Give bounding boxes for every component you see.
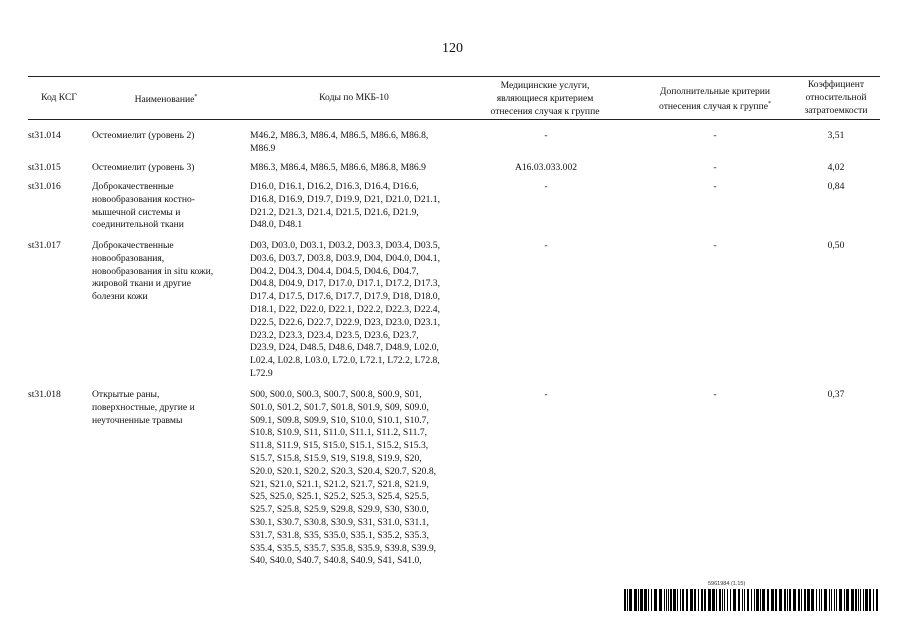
cell-code: st31.016 — [28, 181, 61, 192]
cell-criteria: - — [713, 130, 717, 141]
cell-icd-line: D17.4, D17.5, D17.6, D17.7, D17.9, D18, D18.0, — [250, 291, 441, 303]
cell-coef: 0,84 — [827, 181, 845, 192]
cell-name-line: жировой ткани и другие — [92, 278, 191, 290]
cell-icd-line: S40, S40.0, S40.7, S40.8, S40.9, S41, S41.0, — [250, 555, 422, 567]
cell-icd-line: D23.9, D24, D48.5, D48.6, D48.7, D48.9, L02.0, — [250, 342, 439, 354]
header-coef: Коэффициент относительной затратоемкости — [804, 79, 868, 116]
header-services: Медицинские услуги, являющиеся критерием отнесения случая к группе — [490, 80, 600, 117]
cell-icd — [250, 162, 462, 175]
cell-icd-line: S21, S21.0, S21.1, S21.2, S21.7, S21.8, S21.9, — [250, 478, 429, 490]
cell-icd-line: D48.0, D48.1 — [250, 219, 303, 231]
cell-name-line: поверхностные, другие и — [92, 401, 195, 413]
cell-icd-line: L72.9 — [250, 367, 273, 379]
cell-icd-line: S20.0, S20.1, S20.2, S20.3, S20.4, S20.7, S20.8, — [250, 465, 437, 477]
cell-icd-line: S09.1, S09.8, S09.9, S10, S10.0, S10.1, S10.7, — [250, 414, 429, 426]
cell-icd-line: D23.2, D23.3, D23.4, D23.5, D23.6, D23.7, — [250, 329, 419, 341]
cell-icd-line: D21.2, D21.3, D21.4, D21.5, D21.6, D21.9, — [250, 206, 419, 218]
cell-code: st31.014 — [28, 130, 61, 141]
cell-name-line: соединительной ткани — [92, 219, 184, 231]
cell-coef: 4,02 — [827, 162, 845, 173]
cell-icd-line: D04.2, D04.3, D04.4, D04.5, D04.6, D04.7, — [250, 265, 419, 277]
cell-icd-line: D22.5, D22.6, D22.7, D22.9, D23, D23.0, D23.1, — [250, 316, 441, 328]
cell-services: A16.03.033.002 — [514, 162, 578, 173]
cell-name — [92, 389, 242, 427]
cell-name-line: Открытые раны, — [92, 389, 160, 400]
cell-icd — [250, 240, 462, 381]
cell-icd-line: M46.2, M86.3, M86.4, M86.5, M86.6, M86.8, — [250, 130, 429, 141]
cell-name-line: Остеомиелит (уровень 3) — [92, 162, 195, 173]
cell-code: st31.017 — [28, 240, 61, 251]
cell-name-line: новообразования, — [92, 252, 165, 264]
cell-name — [92, 181, 242, 232]
cell-icd-line: S15.7, S15.8, S15.9, S19, S19.8, S19.9, S20, — [250, 452, 422, 464]
cell-icd-line: S31.7, S31.8, S35, S35.0, S35.1, S35.2, S35.3, — [250, 529, 429, 541]
cell-icd-line: D03, D03.0, D03.1, D03.2, D03.3, D03.4, D03.5, — [250, 240, 441, 251]
cell-name-line: Доброкачественные — [92, 181, 174, 192]
cell-criteria: - — [713, 240, 717, 251]
cell-icd-line: S00, S00.0, S00.3, S00.7, S00.8, S00.9, S01, — [250, 389, 422, 400]
cell-name — [92, 130, 242, 143]
cell-name-line: новообразования in situ кожи, — [92, 265, 214, 277]
cell-icd-line: S10.8, S10.9, S11, S11.0, S11.1, S11.2, S11.7, — [250, 427, 428, 439]
cell-icd-line: S35.4, S35.5, S35.7, S35.8, S35.9, S39.8, S39.9, — [250, 542, 437, 554]
header-code: Код КСГ — [41, 92, 77, 103]
cell-name-line: мышечной системы и — [92, 206, 181, 218]
cell-icd-line: S25, S25.0, S25.1, S25.2, S25.3, S25.4, S25.5, — [250, 491, 429, 503]
cell-icd-line: D16.8, D16.9, D19.7, D19.9, D21, D21.0, D21.1, — [250, 193, 441, 205]
cell-icd-line: M86.3, M86.4, M86.5, M86.6, M86.8, M86.9 — [250, 162, 426, 173]
cell-icd-line: M86.9 — [250, 142, 276, 154]
cell-services: - — [544, 389, 548, 400]
cell-icd-line: D04.8, D04.9, D17, D17.0, D17.1, D17.2, D17.3, — [250, 278, 441, 290]
cell-icd — [250, 389, 462, 568]
header-icd: Коды по МКБ-10 — [319, 92, 389, 103]
cell-name-line: болезни кожи — [92, 291, 148, 303]
cell-services: - — [544, 240, 548, 251]
cell-icd-line: S01.0, S01.2, S01.7, S01.8, S01.9, S09, S09.0, — [250, 401, 429, 413]
page-number: 120 — [442, 41, 463, 56]
cell-coef: 0,37 — [827, 389, 845, 400]
cell-name-line: неуточненные травмы — [92, 414, 183, 426]
table-top-rule — [28, 76, 880, 77]
cell-icd-line: D16.0, D16.1, D16.2, D16.3, D16.4, D16.6, — [250, 181, 419, 192]
cell-criteria: - — [713, 389, 717, 400]
cell-icd-line: D18.1, D22, D22.0, D22.1, D22.2, D22.3, D22.4, — [250, 303, 441, 315]
cell-icd — [250, 130, 462, 156]
barcode-caption: 5961984 (1.15) — [708, 581, 746, 587]
cell-name — [92, 240, 242, 304]
cell-name-line: Доброкачественные — [92, 240, 174, 251]
cell-criteria: - — [713, 181, 717, 192]
cell-services: - — [544, 181, 548, 192]
cell-icd-line: S30.1, S30.7, S30.8, S30.9, S31, S31.0, S31.1, — [250, 516, 429, 528]
cell-code: st31.015 — [28, 162, 61, 173]
cell-coef: 0,50 — [827, 240, 845, 251]
cell-name-line: новообразования костно- — [92, 193, 195, 205]
cell-coef: 3,51 — [827, 130, 845, 141]
header-criteria: Дополнительные критерии отнесения случая к группе* — [659, 86, 771, 113]
cell-code: st31.018 — [28, 389, 61, 400]
cell-name-line: Остеомиелит (уровень 2) — [92, 130, 195, 141]
table-header-rule — [28, 119, 880, 120]
cell-icd-line: S25.7, S25.8, S25.9, S29.8, S29.9, S30, S30.0, — [250, 504, 429, 516]
cell-icd-line: L02.4, L02.8, L03.0, L72.0, L72.1, L72.2, L72.8, — [250, 355, 440, 367]
cell-services: - — [544, 130, 548, 141]
header-name: Наименование* — [134, 94, 198, 106]
barcode-icon — [624, 589, 880, 611]
cell-icd-line: D03.6, D03.7, D03.8, D03.9, D04, D04.0, D04.1, — [250, 252, 441, 264]
cell-name — [92, 162, 242, 175]
cell-icd-line: S11.8, S11.9, S15, S15.0, S15.1, S15.2, S15.3, — [250, 440, 429, 452]
cell-icd — [250, 181, 462, 232]
cell-criteria: - — [713, 162, 717, 173]
